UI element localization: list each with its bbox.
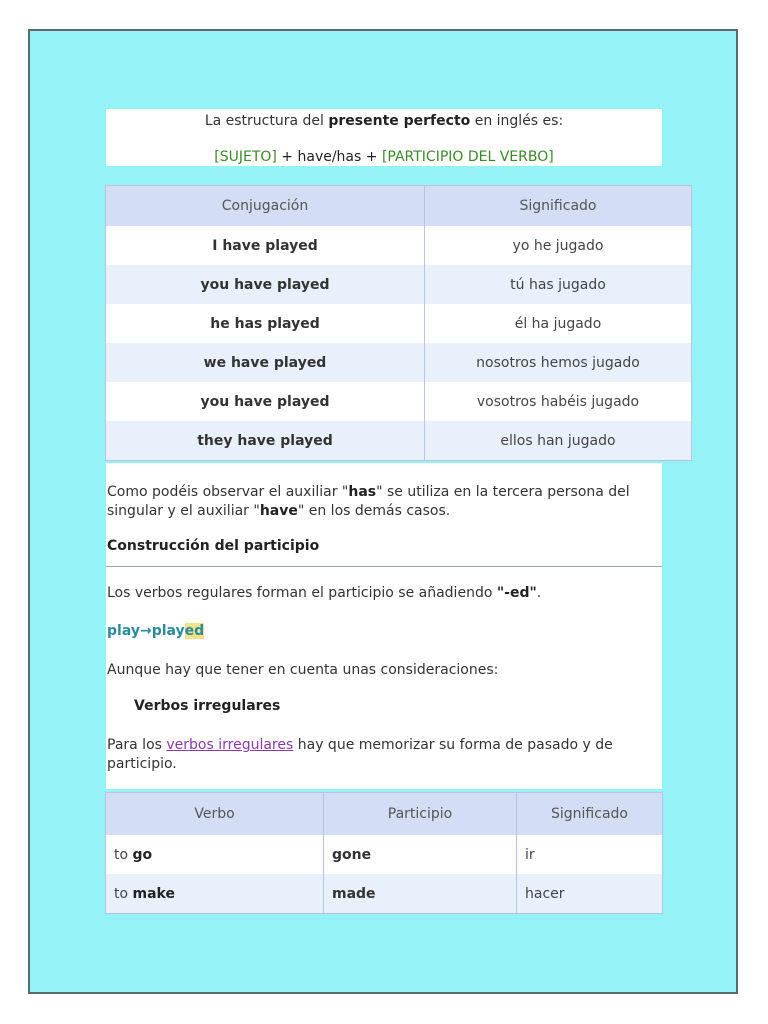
- table-cell: to make: [106, 874, 324, 914]
- table-cell: yo he jugado: [425, 226, 692, 265]
- irregular-verbs-link[interactable]: verbos irregulares: [166, 737, 294, 753]
- table-header: Significado: [425, 186, 692, 227]
- table-header: Verbo: [106, 793, 324, 836]
- table-cell: hacer: [517, 874, 663, 914]
- table-cell: nosotros hemos jugado: [425, 343, 692, 382]
- table-cell: tú has jugado: [425, 265, 692, 304]
- article-body: [106, 463, 662, 789]
- table-cell: to go: [106, 835, 324, 874]
- table-row: [106, 421, 692, 461]
- intro-box: [106, 109, 662, 166]
- section-heading: Construcción del participio: [107, 538, 320, 554]
- table-row: [106, 874, 663, 914]
- table-cell: ellos han jugado: [425, 421, 692, 461]
- table-cell: you have played: [106, 265, 425, 304]
- table-cell: I have played: [106, 226, 425, 265]
- table-row: [106, 265, 692, 304]
- table-cell: ir: [517, 835, 663, 874]
- irregular-verbs-table: [105, 792, 663, 914]
- subsection-heading: Verbos irregulares: [134, 698, 281, 714]
- table-header: Participio: [324, 793, 517, 836]
- table-cell: you have played: [106, 382, 425, 421]
- table-cell: they have played: [106, 421, 425, 461]
- irregular-paragraph: Para los verbos irregulares hay que memorizar su forma de pasado y de participio.: [107, 737, 613, 772]
- conjugation-table: [105, 185, 692, 461]
- formula-middle: + have/has +: [276, 149, 382, 165]
- table-cell: we have played: [106, 343, 425, 382]
- intro-bold: presente perfecto: [328, 113, 471, 129]
- table-cell: vosotros habéis jugado: [425, 382, 692, 421]
- intro-sentence: La estructura del presente perfecto en inglés es:: [204, 113, 564, 129]
- example-line: play→played: [107, 623, 205, 639]
- table-cell: él ha jugado: [425, 304, 692, 343]
- formula: [106, 147, 662, 167]
- regular-paragraph: Los verbos regulares forman el participio se añadiendo "-ed".: [107, 585, 542, 601]
- observation-paragraph: Como podéis observar el auxiliar "has" se utiliza en la tercera persona del singular y el auxiliar "have" en los demás casos.: [107, 484, 630, 519]
- table-cell: made: [324, 874, 517, 914]
- divider: [106, 566, 662, 567]
- table-header: Significado: [517, 793, 663, 836]
- highlighted-ending: ed: [184, 623, 205, 639]
- formula-participle: [PARTICIPIO DEL VERBO]: [381, 149, 554, 165]
- table-row: [106, 304, 692, 343]
- table-row: [106, 226, 692, 265]
- table-row: [106, 343, 692, 382]
- considerations-paragraph: Aunque hay que tener en cuenta unas consideraciones:: [107, 662, 499, 678]
- table-cell: he has played: [106, 304, 425, 343]
- table-row: [106, 382, 692, 421]
- table-cell: gone: [324, 835, 517, 874]
- table-header: Conjugación: [106, 186, 425, 227]
- table-row: [106, 835, 663, 874]
- arrow-icon: →: [139, 623, 152, 639]
- formula-subject: [SUJETO]: [214, 149, 277, 165]
